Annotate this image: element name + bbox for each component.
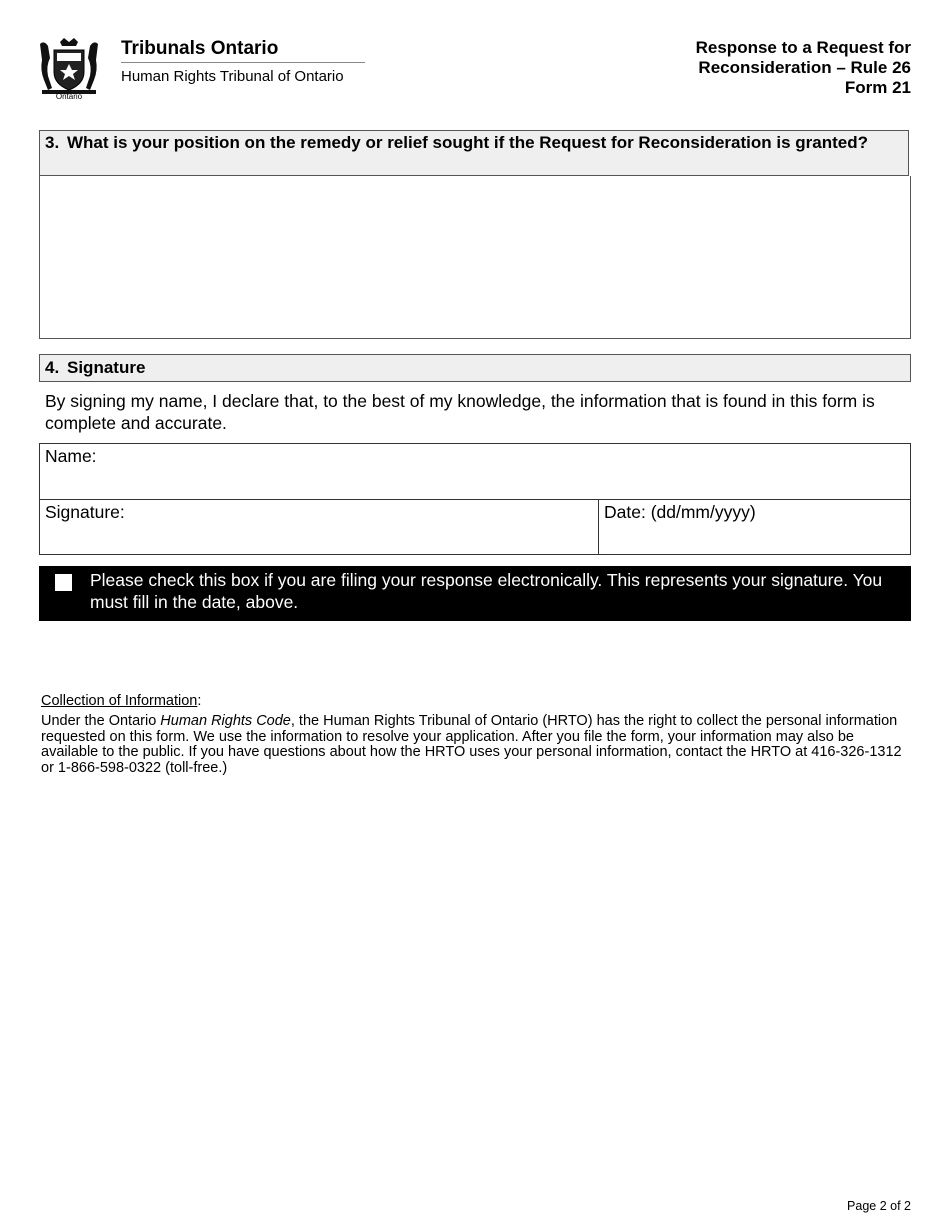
section3-title: What is your position on the remedy or relief sought if the Request for Reconsideration is granted? xyxy=(67,133,868,152)
section4-header xyxy=(39,354,911,382)
org-name: Tribunals Ontario xyxy=(121,38,279,59)
collection-heading xyxy=(41,693,201,709)
logo-caption: Ontario xyxy=(55,92,83,101)
collection-body xyxy=(41,714,911,776)
signature-table xyxy=(39,443,911,555)
efile-text: Please check this box if you are filing your response electronically. This represents your signature. You must fill in the date, above. xyxy=(90,570,883,612)
efile-checkbox[interactable] xyxy=(55,574,72,591)
section3-header xyxy=(39,130,909,176)
section3-number: 3. xyxy=(45,133,60,152)
form-title-line3: Form 21 xyxy=(844,78,911,97)
header-divider xyxy=(121,62,365,63)
date-label: Date: (dd/mm/yyyy) xyxy=(604,502,756,522)
section4-title: Signature xyxy=(67,358,146,377)
ontario-coat-of-arms-icon xyxy=(36,36,102,106)
signature-label: Signature: xyxy=(45,502,125,522)
collection-heading-text: Collection of Information xyxy=(41,693,198,709)
form-title-line2: Reconsideration – Rule 26 xyxy=(698,58,911,77)
date-field[interactable] xyxy=(599,500,910,554)
human-rights-code-title: Human Rights Code xyxy=(160,713,291,729)
collection-heading-colon: : xyxy=(197,693,202,709)
name-label: Name: xyxy=(45,446,97,466)
remedy-position-field[interactable] xyxy=(39,176,911,339)
section4-number: 4. xyxy=(45,358,60,377)
page-number: Page 2 of 2 xyxy=(847,1199,911,1213)
collection-body-prefix: Under the Ontario xyxy=(41,713,161,729)
signature-field[interactable] xyxy=(40,500,597,554)
efile-bar xyxy=(39,566,911,621)
form-title-line1: Response to a Request for xyxy=(695,38,911,57)
name-field[interactable] xyxy=(40,444,910,500)
collection-body-rest: , the Human Rights Tribunal of Ontario (HRTO) has the right to collect the personal information requested on this form. We use the information to resolve your application. After you file the form, your information may also be available to the public. If you have questions about how the HRTO uses your personal information, contact the HRTO at 416-326-1312 or 1-866-598-0322 (toll-free.) xyxy=(41,713,902,776)
form-title xyxy=(696,38,911,98)
declaration-text: By signing my name, I declare that, to the best of my knowledge, the information that is found in this form is complete and accurate. xyxy=(45,391,875,433)
tribunal-name: Human Rights Tribunal of Ontario xyxy=(121,68,344,85)
